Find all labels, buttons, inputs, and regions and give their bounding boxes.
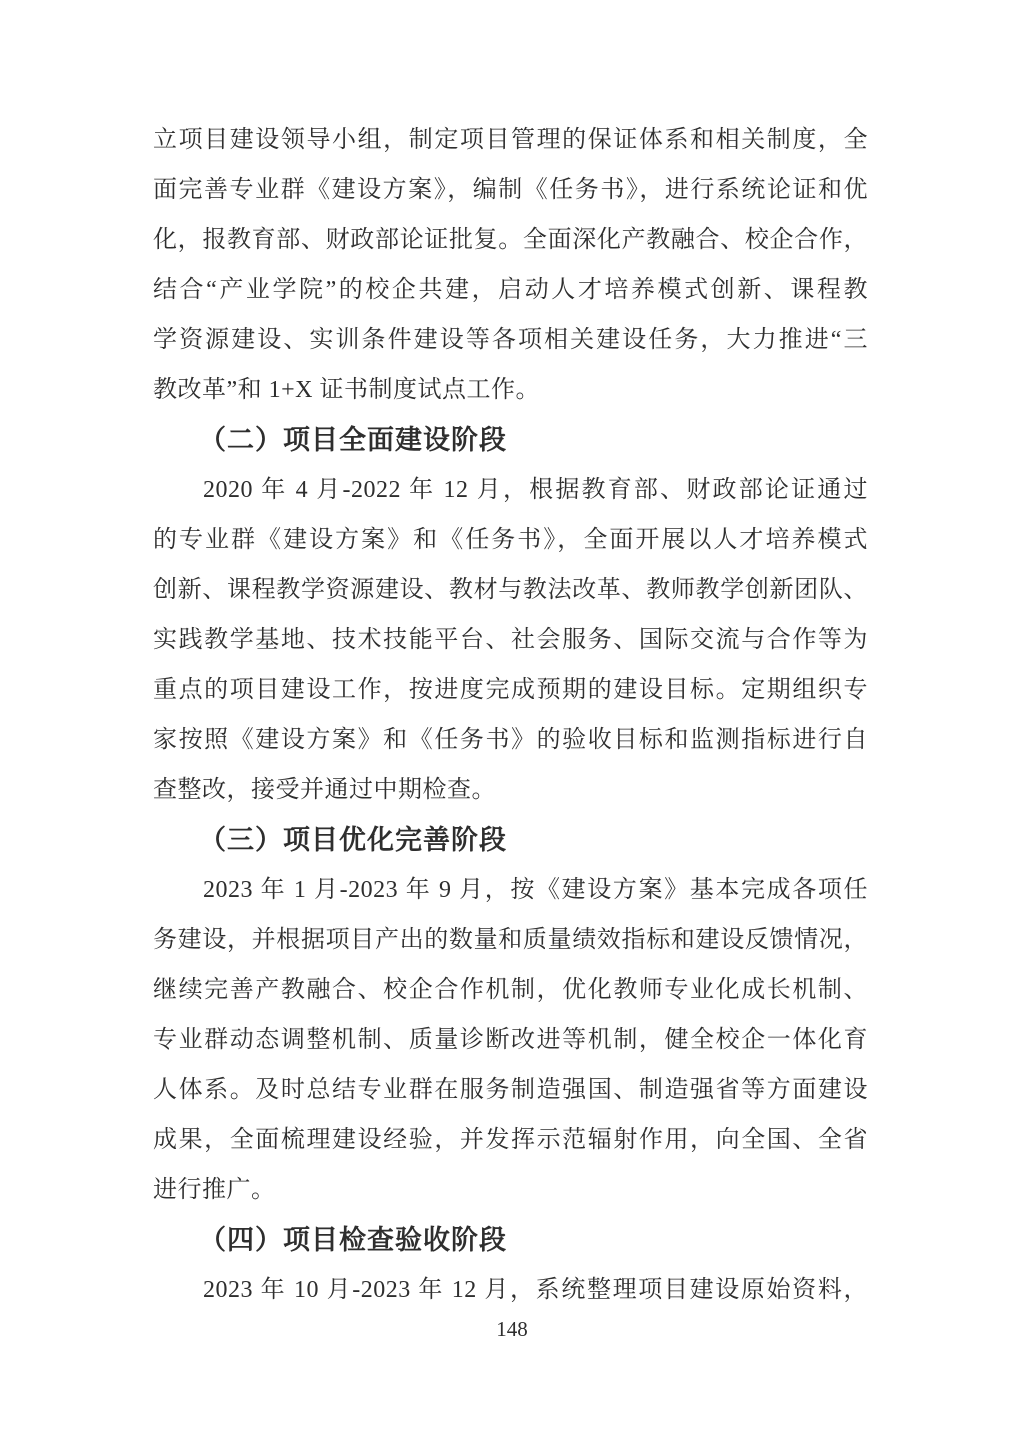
text-line: 重点的项目建设工作，按进度完成预期的建设目标。定期组织专: [153, 677, 868, 703]
text-line: 务建设，并根据项目产出的数量和质量绩效指标和建设反馈情况，: [153, 927, 868, 953]
text-line: 立项目建设领导小组，制定项目管理的保证体系和相关制度，全: [153, 127, 868, 153]
section-heading: （三）项目优化完善阶段: [199, 825, 507, 855]
text-line: 进行推广。: [153, 1177, 276, 1203]
text-line: 2023 年 10 月-2023 年 12 月，系统整理项目建设原始资料，: [203, 1277, 868, 1303]
section-heading: （四）项目检查验收阶段: [199, 1225, 507, 1255]
text-line: 化，报教育部、财政部论证批复。全面深化产教融合、校企合作，: [153, 227, 868, 253]
paragraph: [153, 465, 868, 815]
paragraph: [153, 865, 868, 1215]
paragraph: [153, 115, 868, 415]
text-line: 成果，全面梳理建设经验，并发挥示范辐射作用，向全国、全省: [153, 1127, 868, 1153]
page-number: 148: [496, 1317, 528, 1341]
text-line: 继续完善产教融合、校企合作机制，优化教师专业化成长机制、: [153, 977, 868, 1003]
text-line: 实践教学基地、技术技能平台、社会服务、国际交流与合作等为: [153, 627, 868, 653]
text-line: 专业群动态调整机制、质量诊断改进等机制，健全校企一体化育: [153, 1027, 868, 1053]
paragraph: [153, 1265, 868, 1315]
text-line: 教改革”和 1+X 证书制度试点工作。: [153, 377, 541, 403]
text-line: 学资源建设、实训条件建设等各项相关建设任务，大力推进“三: [153, 327, 868, 353]
text-line: 的专业群《建设方案》和《任务书》，全面开展以人才培养模式: [153, 527, 868, 553]
section-heading: （二）项目全面建设阶段: [199, 425, 507, 455]
text-line: 2020 年 4 月-2022 年 12 月，根据教育部、财政部论证通过: [203, 477, 868, 503]
text-line: 结合“产业学院”的校企共建，启动人才培养模式创新、课程教: [153, 277, 868, 303]
text-line: 人体系。及时总结专业群在服务制造强国、制造强省等方面建设: [153, 1077, 868, 1103]
text-line: 创新、课程教学资源建设、教材与教法改革、教师教学创新团队、: [153, 577, 868, 603]
text-line: 面完善专业群《建设方案》，编制《任务书》，进行系统论证和优: [153, 177, 868, 203]
text-line: 家按照《建设方案》和《任务书》的验收目标和监测指标进行自: [153, 727, 868, 753]
text-line: 查整改，接受并通过中期检查。: [153, 777, 496, 803]
document-body: [153, 115, 868, 1315]
text-line: 2023 年 1 月-2023 年 9 月，按《建设方案》基本完成各项任: [203, 877, 868, 903]
